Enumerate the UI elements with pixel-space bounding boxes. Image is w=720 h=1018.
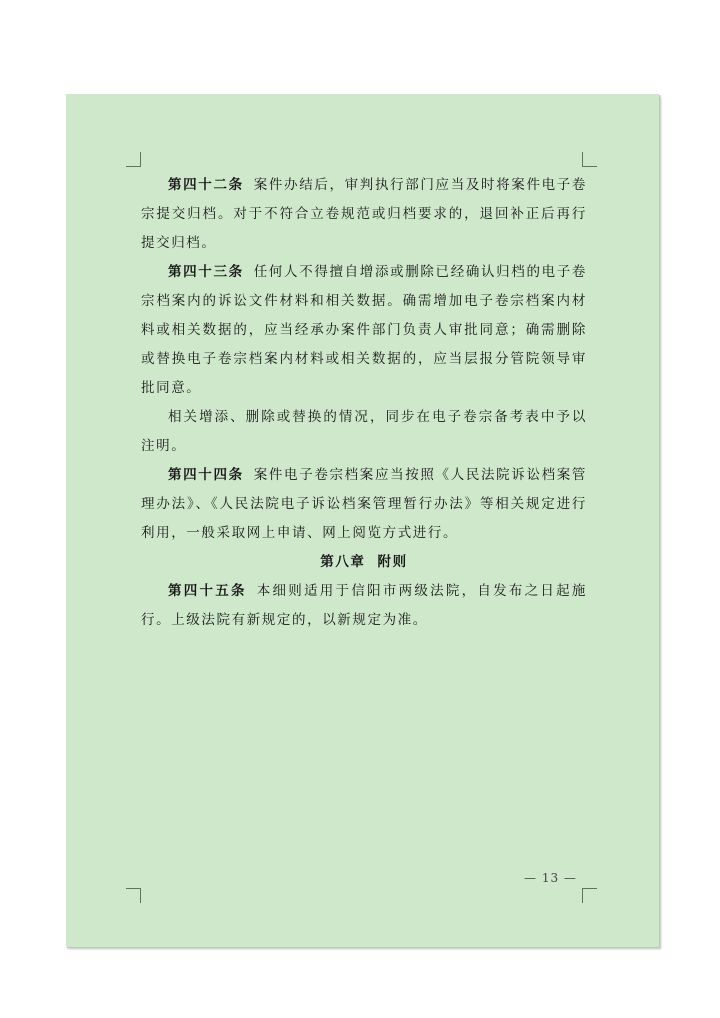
chapter-number: 第八章	[320, 554, 366, 570]
chapter-heading	[141, 548, 587, 577]
crop-mark-bottom-right	[582, 888, 597, 903]
article-text: 任何人不得擅自增添或删除已经确认归档的电子卷宗档案内的诉讼文件材料和相关数据。确需增加电子卷宗档案内材料或相关数据的，应当经承办案件部门负责人审批同意；确需删除或替换电子卷宗档案内材料或相关数据的，应当层报分管院领导审批同意。	[141, 264, 587, 396]
paragraph-article-42	[141, 171, 587, 258]
article-text: 本细则适用于信阳市两级法院，自发布之日起施行。上级法院有新规定的，以新规定为准。	[141, 583, 587, 628]
article-text: 案件电子卷宗档案应当按照《人民法院诉讼档案管理办法》、《人民法院电子诉讼档案管理暂行办法》等相关规定进行利用，一般采取网上申请、网上阅览方式进行。	[141, 467, 587, 541]
crop-mark-bottom-left	[126, 888, 141, 903]
document-body	[141, 171, 587, 635]
paragraph-article-45	[141, 577, 587, 635]
paragraph-article-43	[141, 258, 587, 403]
paragraph-article-44	[141, 461, 587, 548]
article-text: 相关增添、删除或替换的情况，同步在电子卷宗备考表中予以注明。	[141, 409, 587, 454]
crop-mark-top-left	[126, 152, 141, 167]
article-text: 案件办结后，审判执行部门应当及时将案件电子卷宗提交归档。对于不符合立卷规范或归档要求的，退回补正后再行提交归档。	[141, 177, 587, 251]
document-page	[66, 94, 659, 947]
crop-mark-top-right	[582, 152, 597, 167]
page-number: — 13 —	[524, 871, 577, 885]
chapter-name: 附则	[377, 554, 408, 570]
article-heading: 第四十五条	[168, 583, 247, 599]
article-heading: 第四十二条	[168, 177, 244, 193]
article-heading: 第四十三条	[168, 264, 244, 280]
paragraph-article-43-note	[141, 403, 587, 461]
article-heading: 第四十四条	[168, 467, 244, 483]
